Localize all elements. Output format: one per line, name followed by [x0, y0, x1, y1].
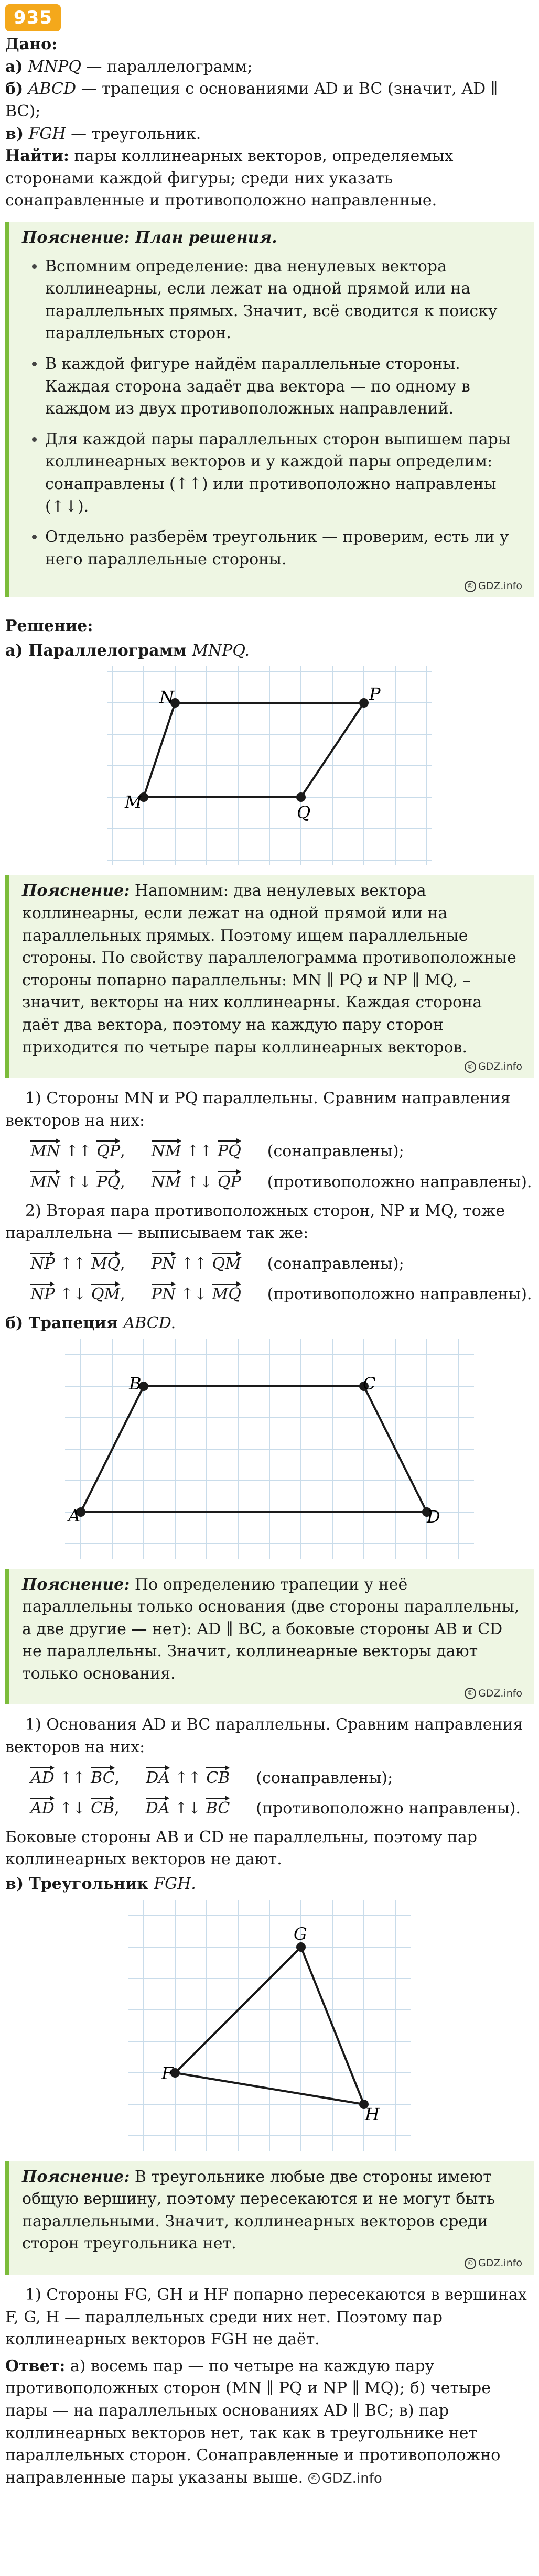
- part-c-heading: в) Треугольник FGH.: [5, 1875, 196, 1894]
- find-text: пары коллинеарных векторов, определяемых сторонами каждой фигуры; среди них указать сонаправленные и противоположно направленные.: [5, 147, 454, 210]
- label-c: C: [363, 1373, 376, 1394]
- copyright: © GDZ.info: [22, 1060, 522, 1074]
- grid: [65, 1339, 474, 1559]
- vector-relation-line: NP ↑↓ QM, PN ↑↓ MQ (противоположно направлены).: [30, 1281, 534, 1306]
- answer-text: а) восемь пар — по четыре на каждую пару противоположных сторон (MN ∥ PQ и NP ∥ MQ); б) четыре пары — на параллельных основаниях AD ∥ BC; в) пар коллинеарных векторов нет, так как в треугольнике нет параллельных сторон. Сонаправленные и противоположно направленные пары указаны выше.: [5, 2356, 501, 2487]
- vector-relation-line: NP ↑↑ MQ, PN ↑↑ QM (сонаправлены);: [30, 1251, 534, 1276]
- plan-item: • Вспомним определение: два ненулевых вектора коллинеарны, если лежат на одной прямой или на параллельных прямых. Значит, всё сводится к поиску параллельных сторон.: [45, 256, 522, 345]
- copyright: © GDZ.info: [22, 1687, 522, 1701]
- parallelogram-shape: [144, 703, 364, 797]
- copyright: © GDZ.info: [22, 2256, 522, 2270]
- copyright-icon: ©: [465, 2258, 476, 2269]
- plan-list: [22, 256, 522, 571]
- copyright-icon: ©: [308, 2473, 320, 2484]
- given-label: Дано:: [5, 35, 58, 54]
- label-g: G: [294, 1923, 307, 1944]
- vertex-p: [359, 698, 369, 708]
- note-title: Пояснение:: [22, 882, 130, 900]
- label-m: M: [125, 792, 142, 812]
- part-a-step1: 1) Стороны MN и PQ параллельны. Сравним направления векторов на них:: [5, 1089, 511, 1130]
- trapezoid-figure: [65, 1339, 474, 1559]
- copyright: © GDZ.info: [308, 2471, 382, 2486]
- given-item-b: б) ABCD — трапеция с основаниями AD и BC (значит, AD ∥ BC);: [5, 80, 498, 121]
- label-h: H: [365, 2104, 380, 2124]
- label-n: N: [159, 687, 174, 708]
- part-b-note: [5, 1569, 534, 1705]
- label-d: D: [427, 1506, 440, 1527]
- given-item-c: в) FGH — треугольник.: [5, 124, 201, 143]
- part-c-step1: 1) Стороны FG, GH и HF попарно пересекаются в вершинах F, G, H — параллельных среди них нет. Поэтому пар коллинеарных векторов FGH не даёт.: [5, 2285, 527, 2349]
- part-b-heading: б) Трапеция ABCD.: [5, 1313, 176, 1332]
- parallelogram-figure: [107, 666, 432, 865]
- part-a-step2: 2) Вторая пара противоположных сторон, NP и MQ, тоже параллельна — выписываем так же:: [5, 1201, 505, 1243]
- label-b: B: [129, 1373, 142, 1394]
- given-section: [5, 34, 534, 145]
- copyright-icon: ©: [465, 1688, 476, 1699]
- find-section: [5, 145, 534, 212]
- note-text: В треугольнике любые две стороны имеют общую вершину, поэтому пересекаются и не могут быть параллельными. Значит, коллинеарных векторов среди сторон треугольника нет.: [22, 2167, 495, 2253]
- triangle-figure: [128, 1900, 411, 2151]
- answer-label: Ответ:: [5, 2356, 66, 2375]
- vector-relation-line: MN ↑↑ QP, NM ↑↑ PQ (сонаправлены);: [30, 1138, 534, 1163]
- note-title: Пояснение:: [22, 2167, 130, 2186]
- vector-relation-line: MN ↑↓ PQ, NM ↑↓ QP (противоположно направлены).: [30, 1169, 534, 1194]
- label-q: Q: [297, 802, 311, 823]
- label-f: F: [161, 2063, 174, 2083]
- grid: [107, 666, 432, 865]
- given-item-a: а) MNPQ — параллелограмм;: [5, 57, 253, 76]
- problem-number-badge: 935: [5, 4, 61, 31]
- label-p: P: [369, 684, 381, 704]
- vector-relation-line: AD ↑↓ CB, DA ↑↓ BC (противоположно направлены).: [30, 1796, 534, 1820]
- note-text: По определению трапеции у неё параллельны только основания (две стороны параллельны, а две другие — нет): AD ∥ BC, а боковые стороны AB и CD не параллельны. Значит, коллинеарные векторы дают только основания.: [22, 1575, 520, 1683]
- plan-item: • Отдельно разберём треугольник — проверим, есть ли у него параллельные стороны.: [45, 526, 522, 571]
- part-b-step1: 1) Основания AD и BC параллельны. Сравним направления векторов на них:: [5, 1715, 523, 1757]
- vector-relation-line: AD ↑↑ BC, DA ↑↑ CB (сонаправлены);: [30, 1765, 534, 1790]
- part-a-note: [5, 875, 534, 1078]
- find-label: Найти:: [5, 147, 69, 166]
- solution-heading: Решение:: [5, 617, 93, 636]
- note-title: Пояснение:: [22, 1575, 130, 1594]
- plan-item: • Для каждой пары параллельных сторон выпишем пары коллинеарных векторов и у каждой пары определим: сонаправлены (↑↑) или противоположно направлены (↑↓).: [45, 429, 522, 518]
- plan-item: • В каждой фигуре найдём параллельные стороны. Каждая сторона задаёт два вектора — по одному в каждом из двух противоположных направлений.: [45, 353, 522, 420]
- label-a: A: [68, 1505, 81, 1526]
- copyright-icon: ©: [465, 1061, 476, 1073]
- part-a-heading: а) Параллелограмм MNPQ.: [5, 641, 250, 660]
- plan-title: Пояснение: План решения.: [22, 229, 277, 247]
- plan-box: [5, 222, 534, 597]
- answer: [5, 2355, 534, 2490]
- part-b-after: Боковые стороны AB и CD не параллельны, поэтому пар коллинеарных векторов не дают.: [5, 1828, 478, 1869]
- copyright-icon: ©: [465, 581, 476, 592]
- note-text: Напомним: два ненулевых вектора коллинеарны, если лежат на одной прямой или на параллельных прямых. Поэтому ищем параллельные стороны. По свойству параллелограмма противоположные стороны попарно параллельны: MN ∥ PQ и NP ∥ MQ, – значит, векторы на них коллинеарны. Каждая сторона даёт два вектора, поэтому на каждую пару сторон приходится по четыре пары коллинеарных векторов.: [22, 882, 516, 1057]
- vertex-q: [296, 792, 306, 802]
- part-c-note: [5, 2161, 534, 2275]
- copyright: © GDZ.info: [22, 579, 522, 593]
